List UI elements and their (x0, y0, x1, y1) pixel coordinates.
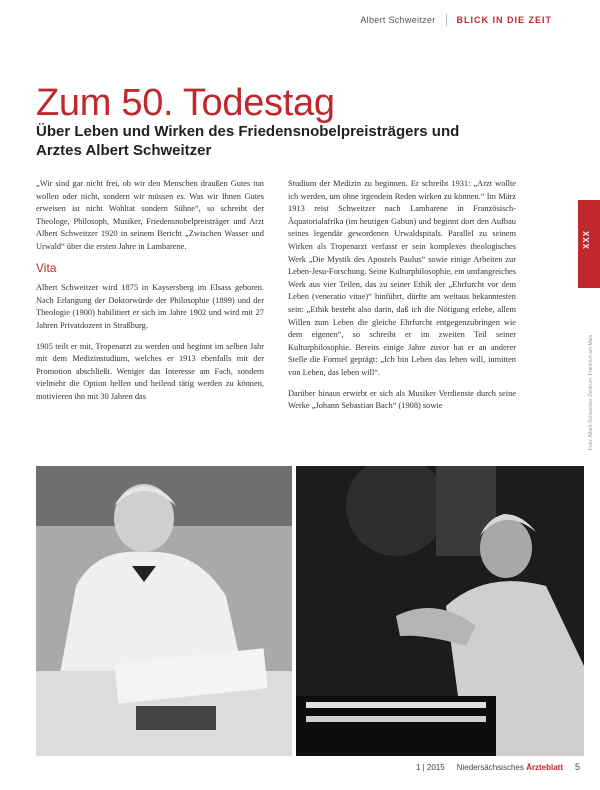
schweitzer-writing-photo (36, 466, 292, 756)
footer-magazine-accent: Ärzteblatt (526, 762, 563, 772)
vita-heading: Vita (36, 260, 57, 275)
right-paragraph-2: Darüber hinaus erwirbt er sich als Musiker Verdienste durch seine Werke „Johann Sebastian Bach“ (1908) sowie (288, 388, 516, 411)
photo-credit: Foto: Albert-Schweitzer-Zentrum, Frankfurt am Main (588, 334, 594, 450)
footer-magazine (457, 763, 563, 772)
page-number: 5 (574, 762, 580, 772)
footer-magazine-prefix: Niedersächsisches (456, 762, 524, 772)
right-paragraph-1: Studium der Medizin zu beginnen. Er schreibt 1931: „Arzt wollte ich werden, um ohne irgendein Reden wirken zu können.“ Im März 1913 reist Schweitzer nach Lambarene in Französisch-Äquatorialafrika (im heutigen Gabun) und beginnt dort den Aufbau seines legendär gewordenen Urwaldspitals. Parallel zu seinem Wirken als Tropenarzt verfasst er sein komplexes theologisches Werk „Die Mystik des Apostels Paulus“ sowie einige Arbeiten zur Leben-Jesu-Forschung. Seine Kulturphilosophie, ein umfangreiches Werk aus vier Teilen, das zu seiner Ethik der „Ehrfurcht vor dem Leben (veneratio vitae)“ hinführt, dürfte am weitaus bekanntesten sein: „Ethik besteht also darin, daß ich die Nötigung erlebe, allem Willen zum Leben die gleiche Ehrfurcht entgegenzubringen wie dem eigenen“, so schreibt er im zweiten Teil seiner Kulturphilosophie. Bereits einige Jahre zuvor hat er an anderer Stelle die Formel geprägt: „Ich bin Leben das leben will, inmitten von Leben, das leben will“. (288, 179, 516, 377)
page-footer (416, 762, 580, 772)
footer-issue: 1 | 2015 (415, 762, 445, 772)
article-subtitle: Über Leben und Wirken des Friedensnobelpreisträgers und Arztes Albert Schweitzer (36, 123, 460, 159)
header-author: Albert Schweitzer (360, 15, 436, 25)
running-header (360, 14, 552, 26)
text-column-left (36, 178, 264, 412)
intro-paragraph: „Wir sind gar nicht frei, ob wir den Menschen draußen Gutes tun wollen oder nicht, sondern wir müssen es. Was wir Ihnen Gutes erweisen ist nicht Wohltat sondern Sühne“, so schreibt der Theologe, Philosoph, Musiker, Friedensnobelpreisträger und Arzt Albert Schweitzer 1920 in seinem Bericht „Zwischen Wasser und Urwald“ über die ersten Jahre in Lambarene. (36, 179, 264, 251)
header-divider (446, 14, 447, 26)
schweitzer-organ-photo (296, 466, 584, 756)
vita-paragraph-2: 1905 teilt er mit, Tropenarzt zu werden und beginnt im selben Jahr mit dem Medizinstudium, welches er 1913 ebenfalls mit der Promotion abschließt. Weniger das Interesse am Fach, sondern vielmehr die Option helfen und heilend tätig werden zu können, motivieren ihn mit 30 Jahren das (36, 341, 264, 401)
text-column-right (288, 178, 516, 421)
writing-photo-illustration (36, 466, 292, 756)
vita-paragraph-1: Albert Schweitzer wird 1875 in Kaysersberg im Elsass geboren. Nach Erlangung der Doktorwürde der Philosophie (1899) und der Theologie (1900) habilitiert er sich im Jahre 1902 und wird mit 27 Jahren Privatdozent in Straßburg. (36, 283, 264, 330)
organ-photo-illustration (296, 466, 584, 756)
section-tab (578, 200, 600, 288)
article-title: Zum 50. Todestag (36, 82, 335, 124)
section-tab-label: XXX (582, 230, 591, 250)
header-section: BLICK IN DIE ZEIT (456, 15, 552, 25)
